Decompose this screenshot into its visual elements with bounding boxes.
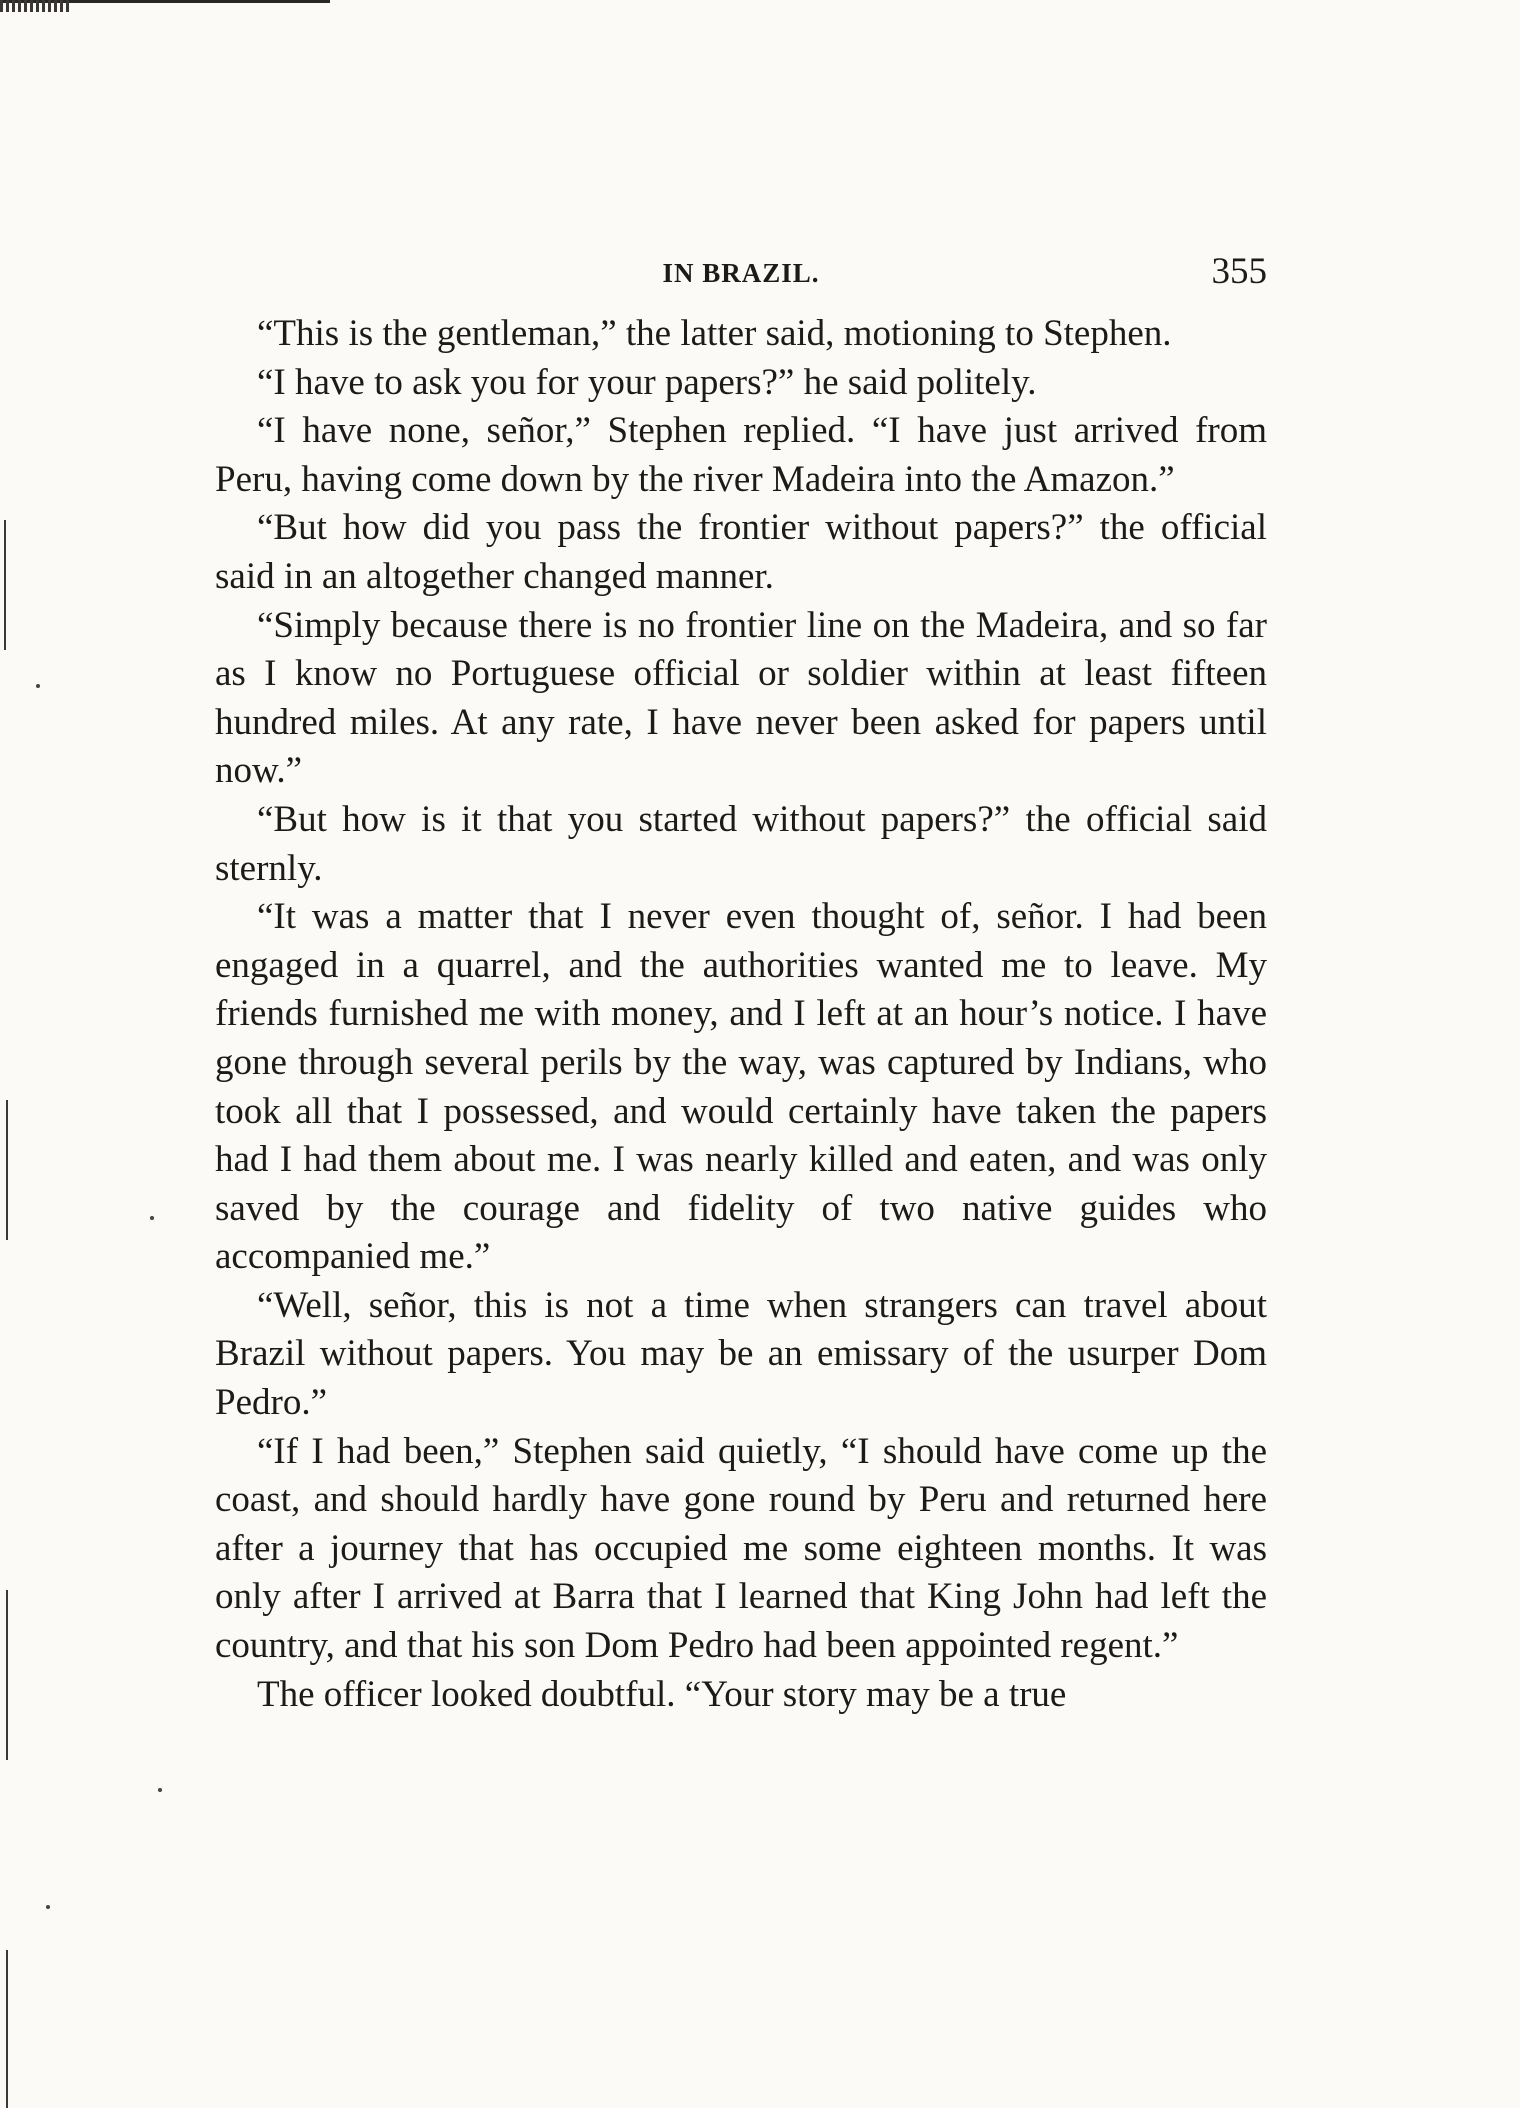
paragraph: “I have none, señor,” Stephen replied. “I have just arrived from Peru, having come down by the river Madeira into the Amazon.”	[215, 410, 1267, 500]
running-head	[215, 250, 1267, 310]
ink-speck	[36, 684, 40, 688]
paragraph: The officer looked doubtful. “Your story may be a true	[257, 1673, 1067, 1715]
binding-shadow-line	[6, 1950, 8, 2108]
scan-edge-mark	[0, 0, 330, 17]
paragraph: “Simply because there is no frontier line on the Madeira, and so far as I know no Portuguese official or soldier within at least fifteen hundred miles. At any rate, I have never been asked for papers until now.”	[215, 604, 1267, 792]
paragraph: “It was a matter that I never even thought of, señor. I had been engaged in a quarrel, and the authorities wanted me to leave. My friends furnished me with money, and I left at an hour’s notice. I have gone through several perils by the way, was captured by Indians, who took all that I possessed, and would certainly have taken the papers had I had them about me. I was nearly killed and eaten, and was only saved by the courage and fidelity of two native guides who accompanied me.”	[215, 896, 1267, 1278]
running-title: IN BRAZIL.	[662, 258, 820, 288]
paragraph: “I have to ask you for your papers?” he said politely.	[257, 361, 1037, 403]
paragraph: “Well, señor, this is not a time when strangers can travel about Brazil without papers. You may be an emissary of the usurper Dom Pedro.”	[215, 1284, 1267, 1424]
paragraph: “If I had been,” Stephen said quietly, “I should have come up the coast, and should hardly have gone round by Peru and returned here after a journey that has occupied me some eighteen months. It was only after I arrived at Barra that I learned that King John had left the country, and that his son Dom Pedro had been appointed regent.”	[215, 1430, 1267, 1667]
ink-speck	[158, 1788, 162, 1792]
binding-shadow-line	[4, 520, 6, 650]
body-text	[215, 310, 1267, 1719]
paragraph: “But how did you pass the frontier without papers?” the official said in an altogether changed manner.	[215, 507, 1267, 597]
page-number: 355	[1211, 251, 1267, 292]
paragraph: “This is the gentleman,” the latter said, motioning to Stephen.	[257, 313, 1172, 354]
ink-speck	[46, 1905, 50, 1909]
paragraph: “But how is it that you started without papers?” the official said sternly.	[215, 798, 1267, 889]
book-page	[215, 250, 1267, 1719]
binding-shadow-line	[6, 1590, 8, 1760]
binding-shadow-line	[6, 1100, 8, 1240]
ink-speck	[150, 1216, 154, 1220]
